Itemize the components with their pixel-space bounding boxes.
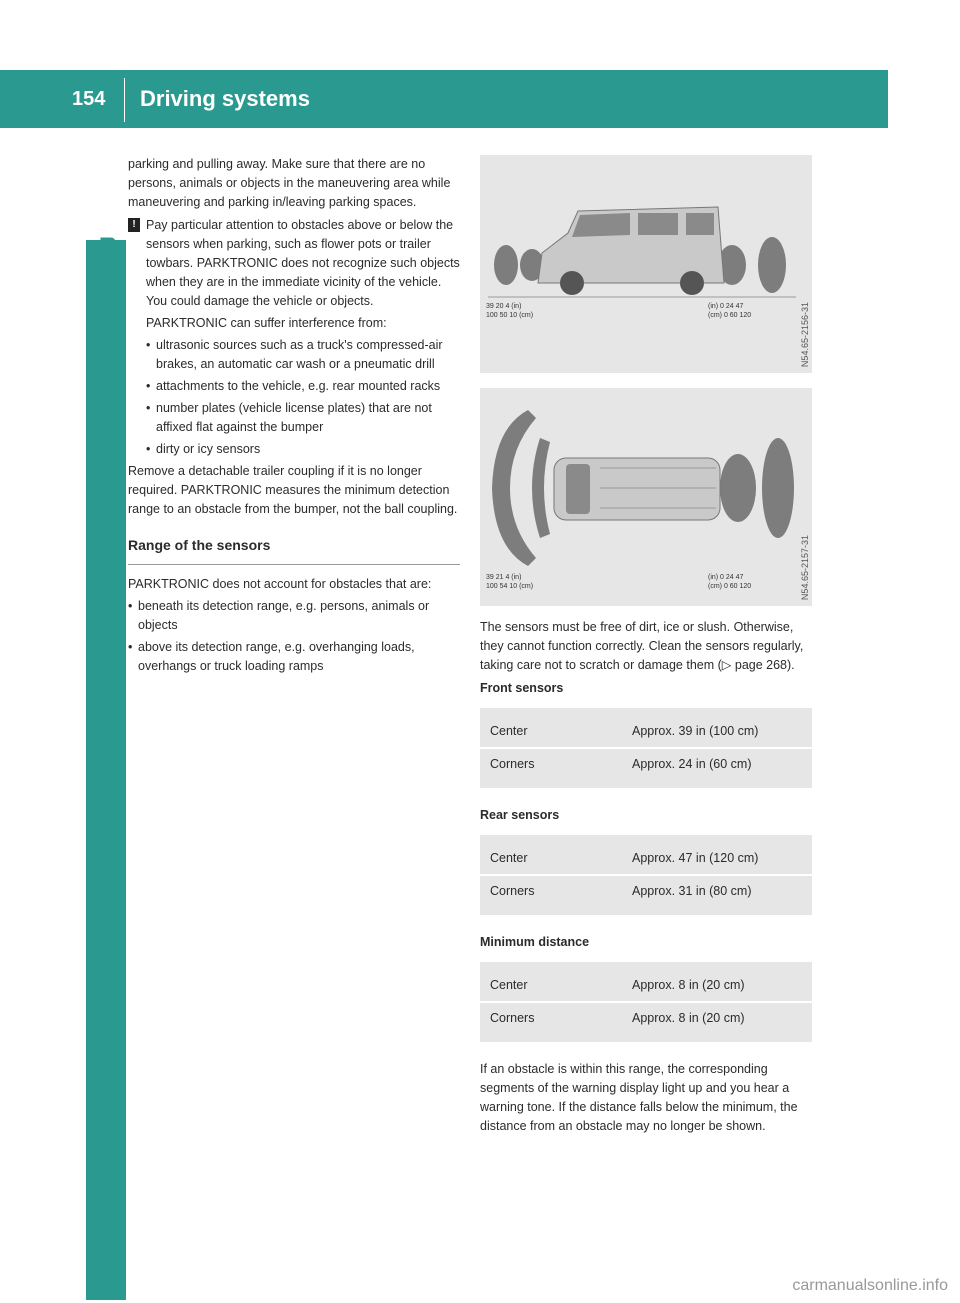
scale-left-cm: 100 54 10 (cm) <box>486 583 534 590</box>
interference-list <box>128 336 460 459</box>
warning-note <box>128 216 460 314</box>
van-window-rear <box>686 213 714 235</box>
page-number: 154 <box>72 88 106 110</box>
figure-code: N54.65-2156-31 <box>800 301 810 367</box>
warning-icon: ! <box>128 218 140 232</box>
list-item: • beneath its detection range, e.g. persons, animals or objects <box>128 597 460 635</box>
section-heading-range: Range of the sensors <box>128 535 460 565</box>
minimum-distance-table <box>480 962 812 1042</box>
intro-paragraph: parking and pulling away. Make sure that there are no persons, animals or objects in the maneuvering area while maneuvering and parking in/leaving parking spaces. <box>128 157 451 209</box>
front-range-zone-inner <box>494 245 518 285</box>
van-window-side <box>638 213 678 235</box>
side-tab-text: Driving and parking <box>94 236 117 424</box>
rear-range-zone <box>758 237 786 293</box>
list-item: • dirty or icy sensors <box>146 440 460 459</box>
front-range-zone <box>492 410 536 566</box>
scale-left-in: 39 21 4 (in) <box>486 574 522 581</box>
front-range-zone-inner <box>532 438 550 538</box>
list-item: • above its detection range, e.g. overhanging loads, overhangs or truck loading ramps <box>128 638 460 676</box>
trailer-note: Remove a detachable trailer coupling if it is no longer required. PARKTRONIC measures the minimum detection range to an obstacle from the bumper, not the ball coupling. <box>128 464 458 516</box>
table-row <box>480 1001 812 1034</box>
scale-right-in: (in) 0 24 47 <box>708 574 744 581</box>
range-list <box>128 597 460 676</box>
table-cell-value: Approx. 8 in (20 cm) <box>632 978 745 992</box>
scale-left-cm: 100 50 10 (cm) <box>486 312 534 319</box>
table-row <box>480 747 812 780</box>
figure-top-view <box>480 388 812 606</box>
minimum-distance-heading: Minimum distance <box>480 935 590 949</box>
table-cell-key: Corners <box>490 757 535 771</box>
clean-note: The sensors must be free of dirt, ice or slush. Otherwise, they cannot function correctly. Clean the sensors regularly, taking care not to scratch or damage them (▷ page 268). <box>480 620 804 672</box>
list-item: • attachments to the vehicle, e.g. rear mounted racks <box>146 377 460 396</box>
table-cell-value: Approx. 47 in (120 cm) <box>632 851 759 865</box>
table-cell-value: Approx. 24 in (60 cm) <box>632 757 752 771</box>
list-item: • ultrasonic sources such as a truck's compressed-air brakes, an automatic car wash or a pneumatic drill <box>146 336 460 374</box>
closing-paragraph: If an obstacle is within this range, the corresponding segments of the warning display light up and you hear a warning tone. If the distance falls below the minimum, the distance from an obstacle may no longer be shown. <box>480 1062 798 1133</box>
right-column <box>480 618 812 1136</box>
figure-side-view <box>480 155 812 373</box>
rear-range-zone-inner <box>720 454 756 522</box>
left-column <box>128 155 460 679</box>
van-window-front <box>572 213 630 237</box>
page-title: Driving systems <box>140 86 310 111</box>
watermark: carmanualsonline.info <box>792 1277 948 1294</box>
table-cell-value: Approx. 31 in (80 cm) <box>632 884 752 898</box>
table-cell-value: Approx. 39 in (100 cm) <box>632 724 759 738</box>
scale-right-cm: (cm) 0 60 120 <box>708 312 752 319</box>
table-row <box>480 716 812 747</box>
scale-left-in: 39 20 4 (in) <box>486 303 522 310</box>
front-sensors-heading: Front sensors <box>480 681 564 695</box>
rear-sensors-heading: Rear sensors <box>480 808 560 822</box>
table-cell-key: Corners <box>490 1011 535 1025</box>
top-view-illustration <box>480 388 812 606</box>
rear-sensors-table <box>480 835 812 915</box>
front-sensors-table <box>480 708 812 788</box>
list-item: • number plates (vehicle license plates) that are not affixed flat against the bumper <box>146 399 460 437</box>
rear-range-zone <box>762 438 794 538</box>
interference-intro: PARKTRONIC can suffer interference from: <box>146 316 387 330</box>
van-windshield <box>566 464 590 514</box>
side-tab-label <box>86 180 126 480</box>
table-cell-key: Corners <box>490 884 535 898</box>
van-wheel-rear <box>680 271 704 295</box>
van-wheel-front <box>560 271 584 295</box>
header-band <box>0 70 888 128</box>
side-view-illustration <box>480 155 812 373</box>
table-row <box>480 843 812 874</box>
table-cell-key: Center <box>490 851 528 865</box>
warning-text: Pay particular attention to obstacles above or below the sensors when parking, such as flower pots or trailer towbars. PARKTRONIC does not recognize such objects when they are in the immediate vicinity of the vehicle. You could damage the vehicle or objects. <box>146 218 460 308</box>
range-intro: PARKTRONIC does not account for obstacles that are: <box>128 577 432 592</box>
scale-right-cm: (cm) 0 60 120 <box>708 583 752 590</box>
table-cell-key: Center <box>490 724 528 738</box>
table-row <box>480 874 812 907</box>
scale-right-in: (in) 0 24 47 <box>708 303 744 310</box>
table-cell-value: Approx. 8 in (20 cm) <box>632 1011 745 1025</box>
header-divider <box>124 78 125 122</box>
figure-code: N54.65-2157-31 <box>800 534 810 600</box>
table-cell-key: Center <box>490 978 528 992</box>
table-row <box>480 970 812 1001</box>
